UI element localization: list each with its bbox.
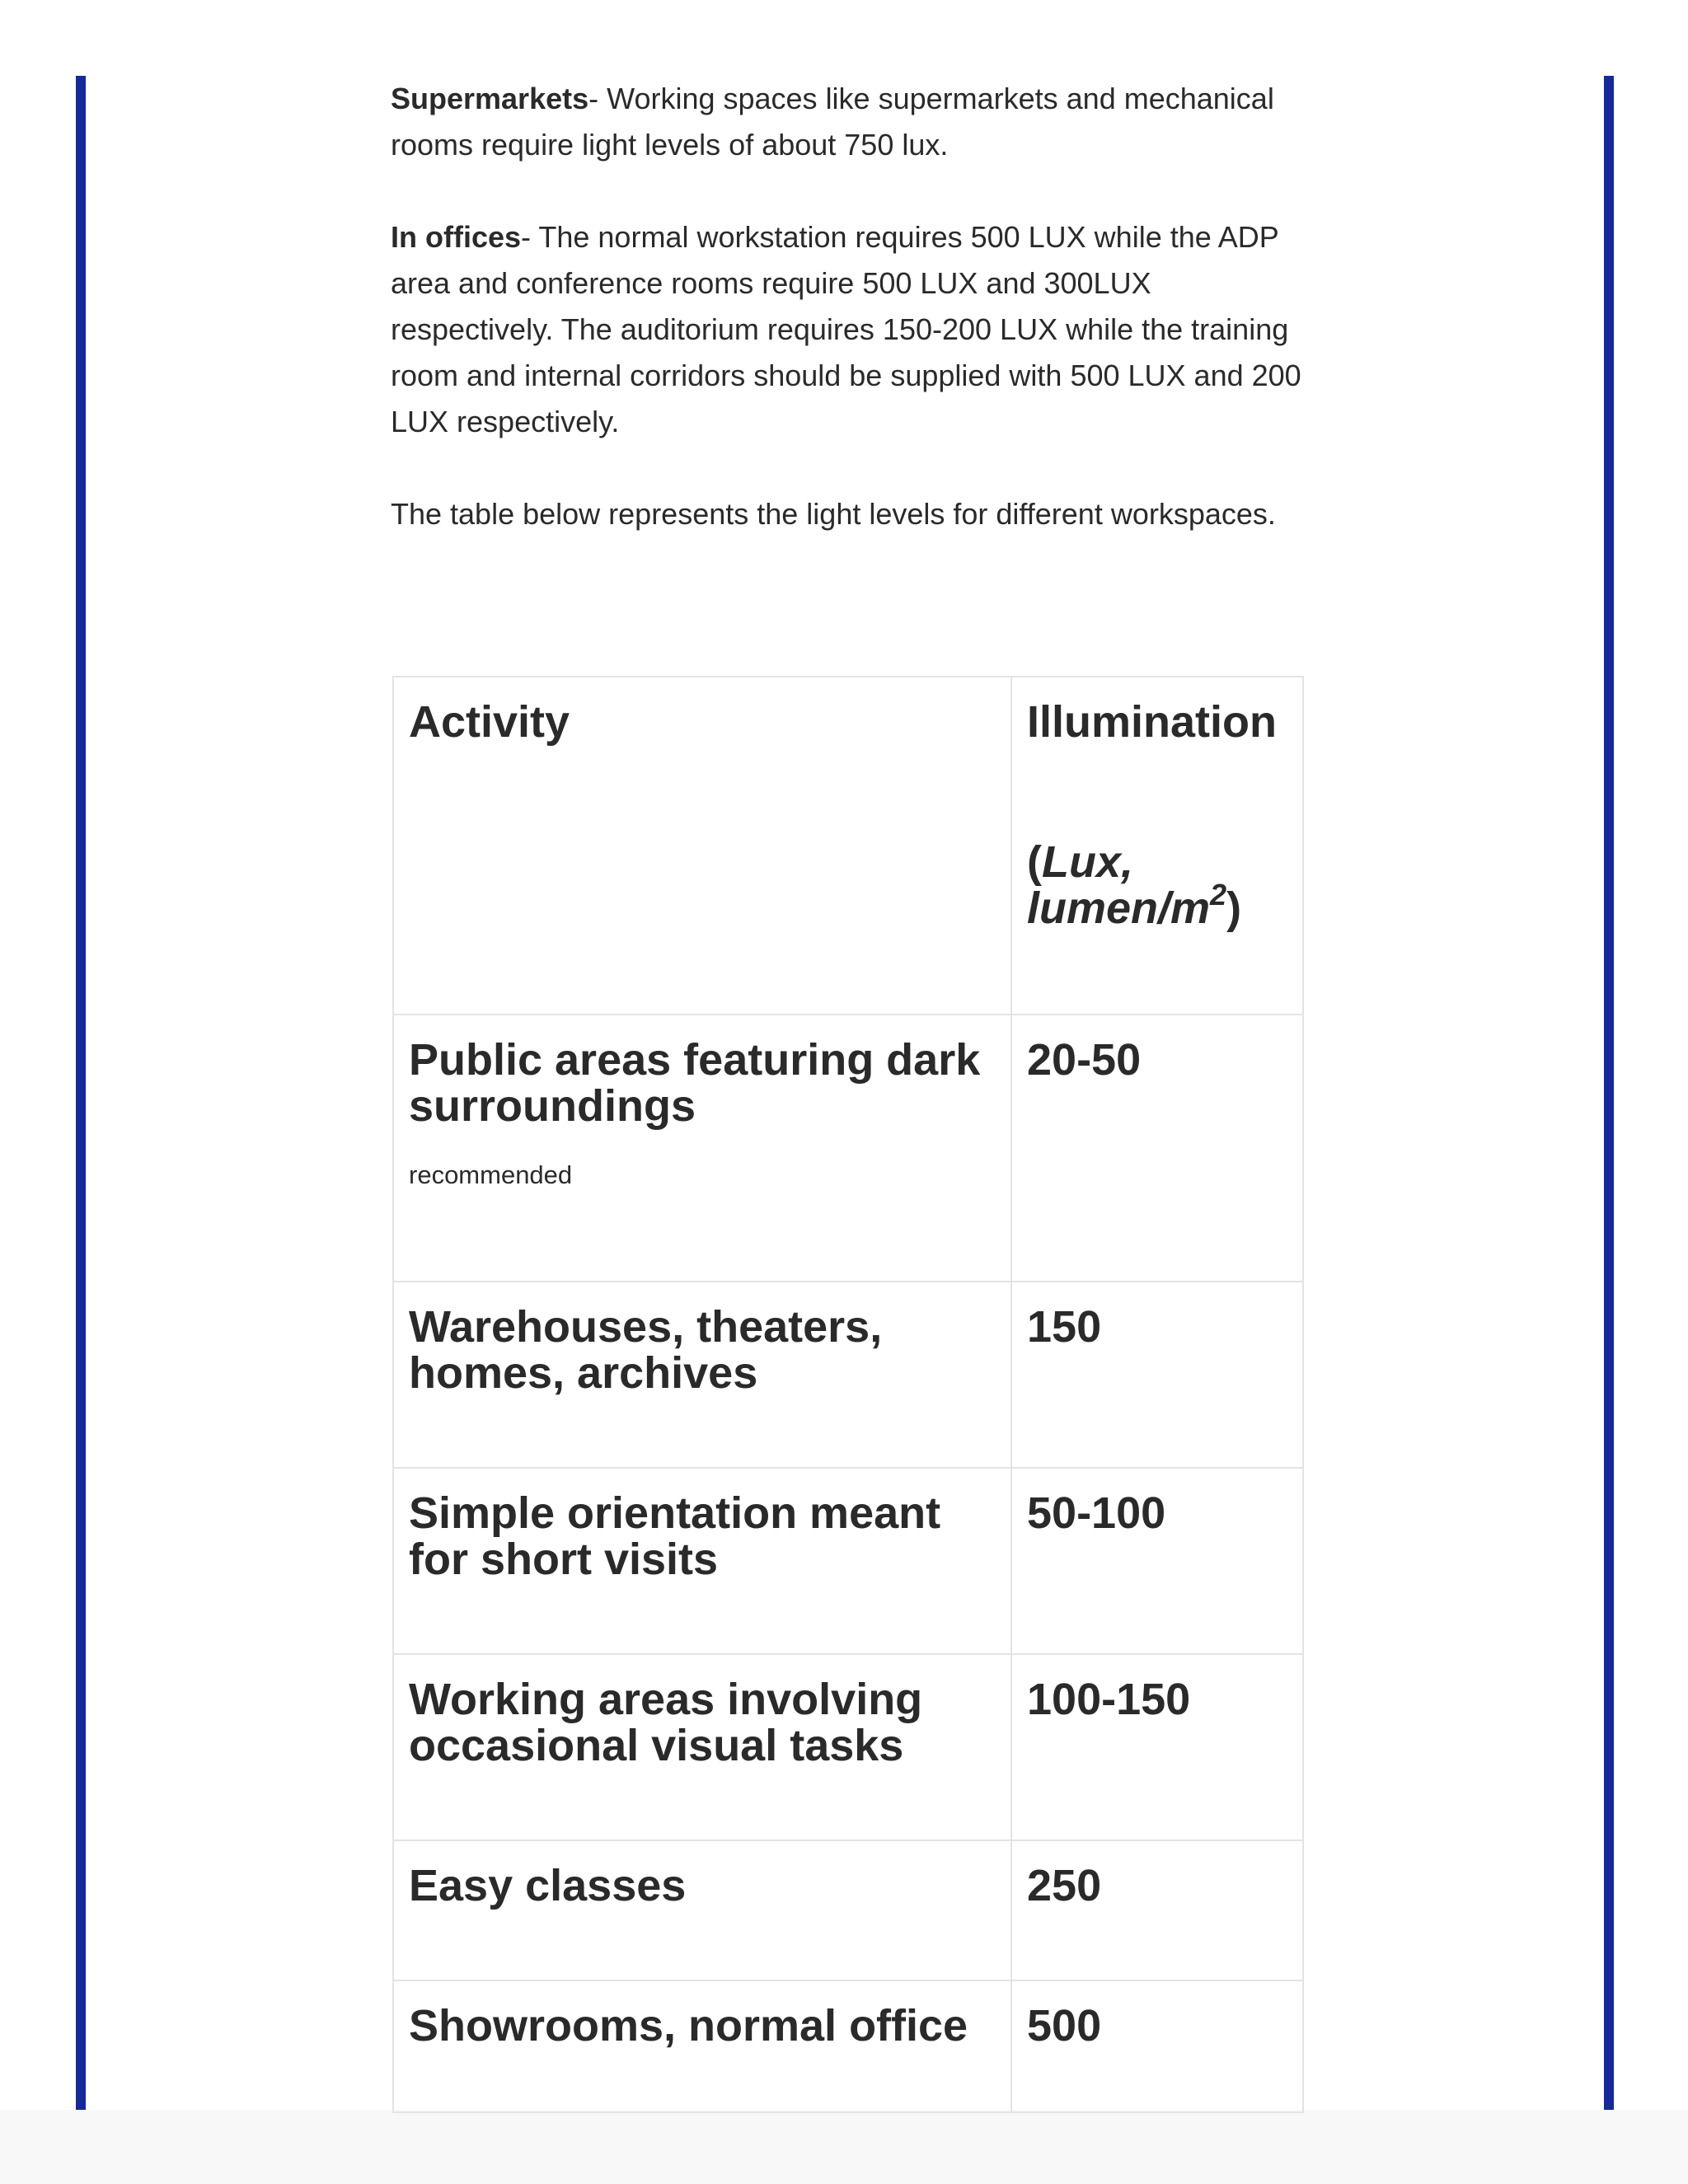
paragraph-text: - The normal workstation requires 500 LUX while the ADP area and conference rooms require 500 LUX and 300LUX respectively. The auditorium requires 150-200 LUX while the training room and internal corridors should be supplied with 500 LUX and 200 LUX respectively.	[391, 220, 1301, 438]
unit-open-paren: (	[1027, 837, 1042, 887]
header-illumination	[1011, 677, 1303, 1015]
right-accent-bar	[1604, 76, 1614, 2110]
activity-cell: Showrooms, normal office	[393, 1980, 1011, 2112]
illumination-cell: 250	[1011, 1840, 1303, 1980]
unit-superscript: 2	[1210, 878, 1227, 912]
activity-note: recommended	[409, 1160, 573, 1189]
activity-cell: Simple orientation meant for short visits	[393, 1468, 1011, 1654]
paragraph-heading: Supermarkets	[391, 82, 589, 115]
unit-text: Lux, lumen/m	[1027, 837, 1211, 933]
header-activity	[393, 677, 1011, 1015]
paragraph-supermarkets	[391, 76, 1306, 168]
header-activity-label: Activity	[409, 697, 570, 747]
table-row	[393, 1015, 1303, 1282]
illumination-unit	[1027, 839, 1287, 931]
illumination-cell: 150	[1011, 1282, 1303, 1468]
activity-label: Public areas featuring dark surroundings	[409, 1035, 981, 1131]
activity-cell: Working areas involving occasional visual tasks	[393, 1654, 1011, 1840]
illumination-cell: 500	[1011, 1980, 1303, 2112]
paragraph-text: - Working spaces like supermarkets and mechanical rooms require light levels of about 750 lux.	[391, 82, 1274, 162]
header-illumination-label: Illumination	[1027, 697, 1277, 747]
activity-cell: Warehouses, theaters, homes, archives	[393, 1282, 1011, 1468]
left-accent-bar	[76, 76, 86, 2110]
activity-cell	[393, 1015, 1011, 1282]
unit-close-paren: )	[1226, 883, 1242, 933]
table-row	[393, 1980, 1303, 2112]
paragraph-table-intro: The table below represents the light levels for different workspaces.	[391, 497, 1276, 531]
paragraph-offices	[391, 214, 1306, 445]
activity-cell: Easy classes	[393, 1840, 1011, 1980]
table-row	[393, 1654, 1303, 1840]
light-levels-table	[392, 676, 1304, 2113]
table-row	[393, 1282, 1303, 1468]
paragraph-heading: In offices	[391, 220, 522, 254]
illumination-cell: 20-50	[1011, 1015, 1303, 1282]
table-row	[393, 1840, 1303, 1980]
illumination-cell: 50-100	[1011, 1468, 1303, 1654]
illumination-cell: 100-150	[1011, 1654, 1303, 1840]
table-row	[393, 1468, 1303, 1654]
table-header-row	[393, 677, 1303, 1015]
